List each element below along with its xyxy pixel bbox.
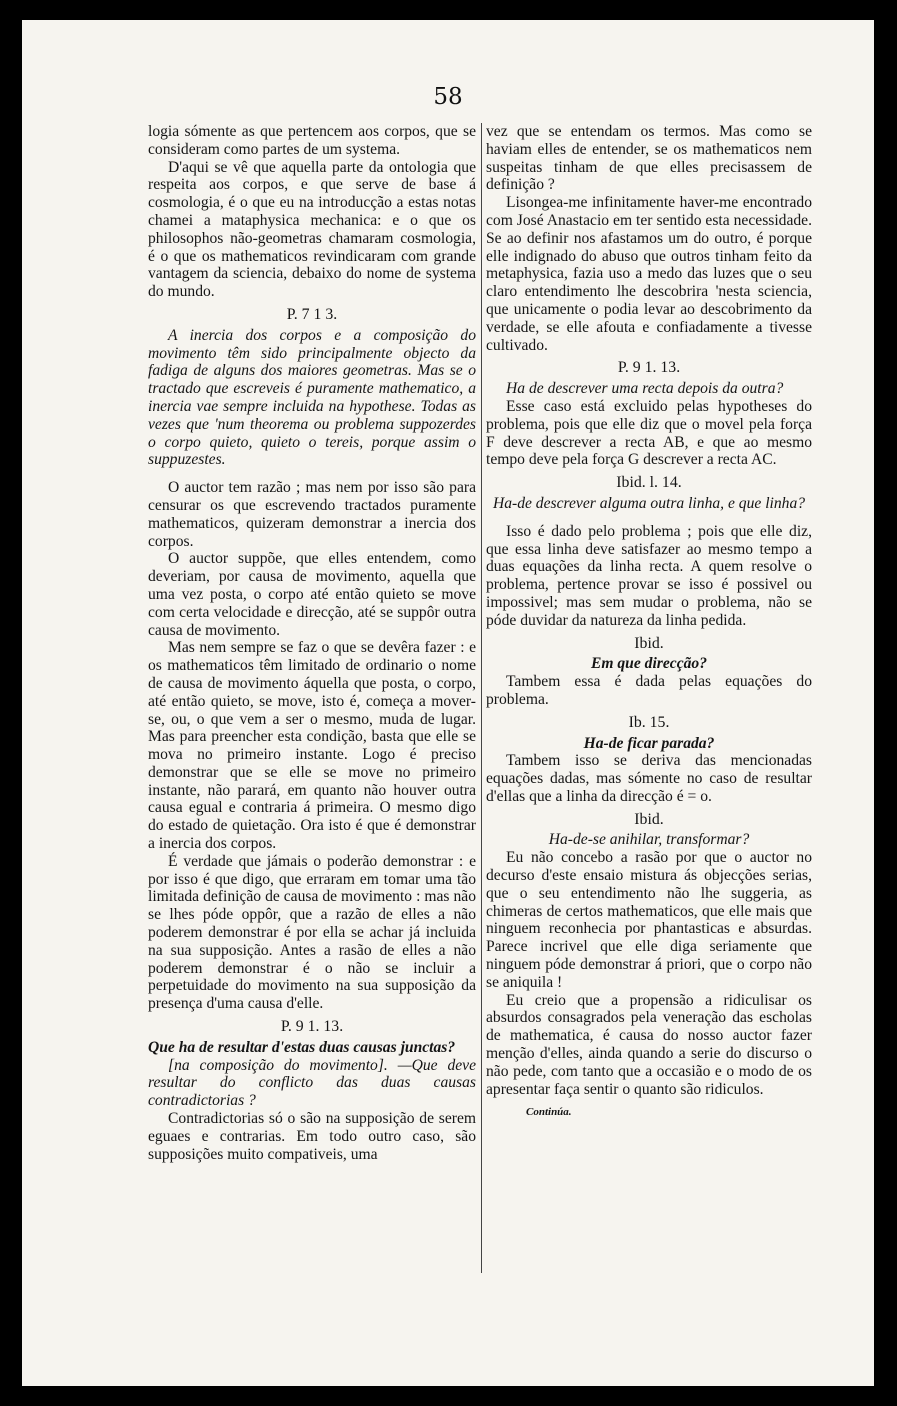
left-column [148, 123, 476, 1163]
quotation: Ha-de-se anihilar, transformar? [548, 831, 750, 849]
section-heading: Ibid. [634, 634, 664, 652]
quotation: Em que direcção? [590, 655, 708, 673]
quotation: A inercia dos corpos e a composição do movimento têm sido principalmente objecto da fadiga de alguns dos maiores geometras. Mas se o tractado que escreveis é puramente mathematico, a inercia vae sempre incluida na hypothese. Todas as vezes que 'num theorema ou problema suppozerdes o corpo quieto, quieto o tereis, porque assim o suppuzestes. [148, 326, 476, 469]
paragraph: vez que se entendam os termos. Mas como se haviam elles de entender, se os mathematicos nem suspeitas tinham de que elles precisassem de definição ? [486, 123, 812, 194]
paragraph: O auctor suppõe, que elles entendem, como deveriam, por causa de movimento, aquella que uma vez posta, o corpo até então quieto se move com certa velocidade e direcção, até se suppôr outra causa de movimento. [148, 550, 476, 639]
continued-note: Continúa. [526, 1106, 572, 1119]
section-heading: Ibid. l. 14. [616, 474, 682, 492]
paragraph: Mas nem sempre se faz o que se devêra fazer : e os mathematicos têm limitado de ordinario o nome de causa de movimento áquella que posta, o corpo, até então quieto, se move, isto é, começa a mover-se, ou, o que vem a ser o mesmo, muda de lugar. Mas para preencher esta condição, basta que elle se mova no primeiro instante. Logo é preciso demonstrar que se elle se move no primeiro instante, não parará, em quanto não houver outra causa egual e contraria á primeira. O mesmo digo do estado de quietação. Ora isto é que é demonstrar a inercia dos corpos. [148, 639, 476, 853]
column-divider [481, 123, 482, 1273]
paragraph: Eu não concebo a rasão por que o auctor no decurso d'este ensaio mistura ás objecções serias, que o seu entendimento não lhe suggeria, as chimeras de certos mathematicos, que elle mais que ninguem reconhecia por phantasticas e absurdas. Parece incrivel que elle diga seriamente que ninguem póde demonstrar á priori, que o corpo não se aniquila ! [486, 849, 812, 991]
quotation: [na composição do movimento]. —Que deve resultar do conflicto das duas causas contradictorias ? [148, 1056, 476, 1110]
paragraph: O auctor tem razão ; mas nem por isso são para censurar os que escrevendo tractados puramente mathematicos, quizeram demonstrar a inercia dos corpos. [148, 479, 476, 550]
section-heading: P. 9 1. 13. [617, 359, 681, 377]
section-heading: Ib. 15. [628, 713, 670, 731]
paragraph: Isso é dado pelo problema ; pois que elle diz, que essa linha deve satisfazer ao mesmo tempo a duas equações da linha recta. A quem resolve o problema, pertence provar se isso é possivel ou impossivel; mas sem mudar o problema, não se póde duvidar da natureza da linha pedida. [486, 522, 812, 629]
paragraph: Tambem isso se deriva das mencionadas equações dadas, mas sómente no caso de resultar d'ellas que a linha da direcção é = o. [486, 752, 812, 805]
document-page [22, 20, 874, 1386]
paragraph: logia sómente as que pertencem aos corpos, que se consideram como partes de um systema. [148, 123, 476, 158]
section-heading: P. 7 1 3. [286, 305, 338, 323]
paragraph: Contradictorias só o são na supposição de serem eguaes e contrarias. Em todo outro caso, são supposições muito compativeis, uma [148, 1110, 476, 1163]
paragraph: D'aqui se vê que aquella parte da ontologia que respeita aos corpos, e que serve de base á cosmologia, é o que eu na introducção a estas notas chamei a mataphysica mechanica: e o que os philosophos não-geometras chamaram cosmologia, é o que os mathematicos revindicaram com grande vantagem da sciencia, debaixo do nome de systema do mundo. [148, 158, 476, 301]
quotation: Que ha de resultar d'estas duas causas junctas? [148, 1038, 456, 1056]
paragraph: Eu creio que a propensão a ridiculisar os absurdos consagrados pela veneração das escholas de mathematica, é causa do nosso auctor fazer menção d'elles, ainda quando a serie do discurso o não pede, com tanto que a occasião e o modo de os apresentar faça sentir o quanto são ridiculos. [486, 991, 812, 1098]
quotation: Ha-de ficar parada? [583, 734, 715, 752]
quotation: Ha-de descrever alguma outra linha, e que linha? [492, 494, 806, 512]
right-column [486, 123, 812, 1122]
section-heading: Ibid. [634, 810, 664, 828]
paragraph: Lisongea-me infinitamente haver-me encontrado com José Anastacio em ter sentido esta necessidade. Se ao definir nos afastamos um do outro, é porque elle indignado do abuso que outros tinham feito da metaphysica, fazia uso a medo das luzes que o seu claro entendimento lhe descobrira 'nesta sciencia, que unicamente o podia levar ao descobrimento da verdade, se elle afouta e confiadamente a tivesse cultivado. [486, 194, 812, 354]
paragraph: Tambem essa é dada pelas equações do problema. [486, 673, 812, 708]
paragraph: É verdade que jámais o poderão demonstrar : e por isso é que digo, que erraram em tomar uma tão limitada definição de causa de movimento : mas não se lhes póde oppôr, que a razão de elles a não poderem demonstrar é por ella se achar já incluida na sua supposição. Antes a rasão de elles a não poderem demonstrar é o não se incluir a perpetuidade do movimento na sua supposição da presença d'uma causa d'elle. [148, 852, 476, 1013]
quotation: Ha de descrever uma recta depois da outra? [506, 380, 784, 398]
section-heading: P. 9 1. 13. [280, 1018, 344, 1036]
paragraph: Esse caso está excluido pelas hypotheses do problema, pois que elle diz que o movel pela força F deve descrever a recta AB, e que ao mesmo tempo deve pela força G descrever a recta AC. [486, 397, 812, 469]
page-number: 58 [433, 84, 463, 110]
